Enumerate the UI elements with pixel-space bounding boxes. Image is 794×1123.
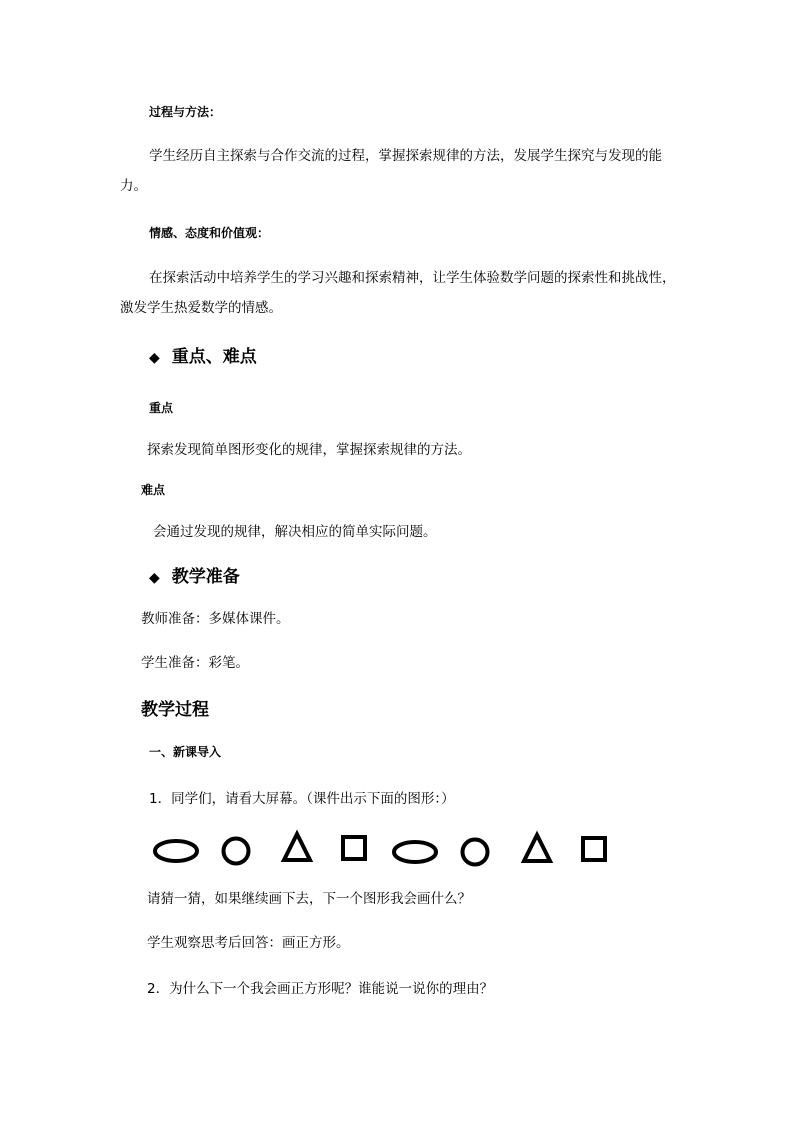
difficulty-text: 会通过发现的规律，解决相应的简单实际问题。 [153, 524, 437, 540]
process-method-heading: 过程与方法： [149, 105, 222, 119]
key-points-title: 重点、难点 [171, 347, 257, 367]
diamond-bullet-icon: ◆ [149, 570, 160, 586]
student-preparation: 学生准备：彩笔。 [141, 655, 249, 671]
intro-item-2: 2．为什么下一个我会画正方形呢？谁能说一说你的理由？ [147, 981, 494, 997]
guess-question: 请猜一猜，如果继续画下去，下一个图形我会画什么？ [147, 891, 471, 907]
preparation-title: 教学准备 [171, 567, 240, 587]
focus-label: 重点 [149, 401, 174, 415]
intro-item-1: 1．同学们，请看大屏幕。（课件出示下面的图形：） [149, 791, 455, 807]
triangle-icon [524, 835, 550, 861]
triangle-icon [284, 834, 310, 860]
emotion-paragraph-line2: 激发学生热爱数学的情感。 [120, 300, 282, 316]
focus-text: 探索发现简单图形变化的规律，掌握探索规律的方法。 [147, 442, 471, 458]
section-new-lesson-intro: 一、新课导入 [149, 745, 222, 759]
circle-icon [463, 840, 488, 865]
emotion-attitude-heading: 情感、态度和价值观： [149, 226, 270, 240]
student-answer: 学生观察思考后回答：画正方形。 [147, 935, 350, 951]
difficulty-label: 难点 [141, 483, 166, 497]
circle-icon [224, 839, 249, 864]
ellipse-icon [394, 842, 436, 862]
teacher-preparation: 教师准备：多媒体课件。 [141, 611, 290, 627]
square-icon [343, 837, 365, 859]
diamond-bullet-icon: ◆ [149, 350, 160, 366]
teaching-process-heading: 教学过程 [141, 700, 209, 720]
ellipse-icon [155, 841, 197, 861]
process-method-paragraph-line1: 学生经历自主探索与合作交流的过程，掌握探索规律的方法，发展学生探究与发现的能 [149, 148, 662, 164]
emotion-paragraph-line1: 在探索活动中培养学生的学习兴趣和探索精神，让学生体验数学问题的探索性和挑战性， [149, 270, 676, 286]
process-method-paragraph-line2: 力。 [120, 178, 147, 194]
square-icon [583, 838, 605, 860]
